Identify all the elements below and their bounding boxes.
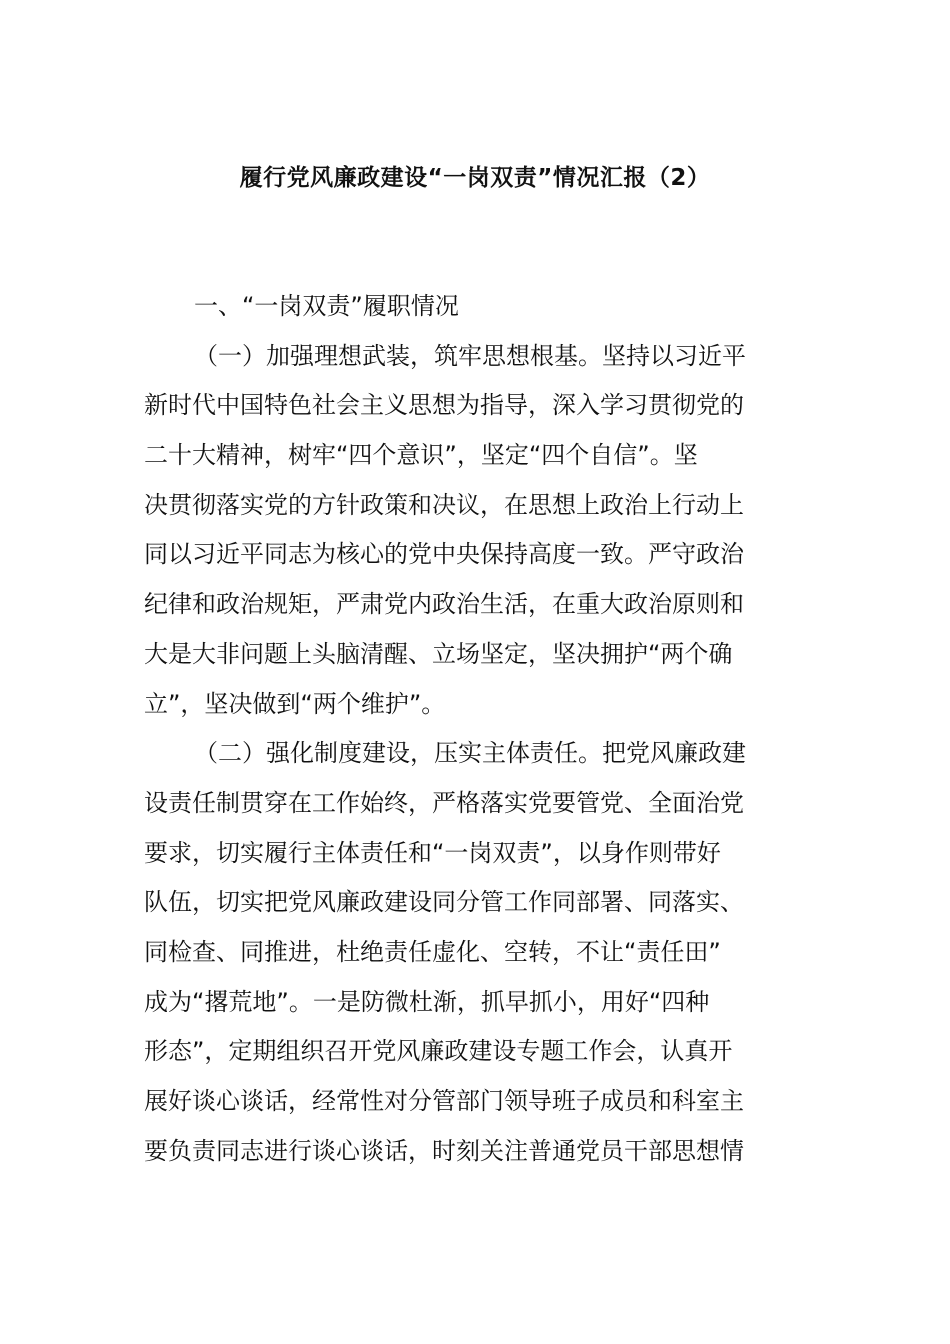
paragraph-line: 纪律和政治规矩，严肃党内政治生活，在重大政治原则和 — [144, 590, 744, 619]
paragraph-line: 二十大精神，树牢“四个意识”，坚定“四个自信”。坚 — [144, 441, 698, 470]
section-heading: 一、“一岗双责”履职情况 — [194, 292, 459, 320]
paragraph-line: 形态”，定期组织召开党风廉政建设专题工作会，认真开 — [144, 1037, 733, 1066]
paragraph-line: （一）加强理想武装，筑牢思想根基。坚持以习近平 — [194, 341, 746, 370]
paragraph-line: 队伍，切实把党风廉政建设同分管工作同部署、同落实、 — [144, 888, 744, 917]
paragraph-line: 设责任制贯穿在工作始终，严格落实党要管党、全面治党 — [144, 788, 744, 817]
document-title: 履行党风廉政建设“一岗双责”情况汇报（2） — [239, 165, 711, 191]
paragraph-line: 展好谈心谈话，经常性对分管部门领导班子成员和科室主 — [144, 1087, 744, 1115]
paragraph-line: 同检查、同推进，杜绝责任虚化、空转，不让“责任田” — [144, 937, 721, 966]
paragraph-line: 要负责同志进行谈心谈话，时刻关注普通党员干部思想情 — [144, 1136, 744, 1165]
paragraph-line: 新时代中国特色社会主义思想为指导，深入学习贯彻党的 — [144, 391, 744, 420]
paragraph-line: 同以习近平同志为核心的党中央保持高度一致。严守政治 — [144, 540, 744, 569]
paragraph-line: 成为“撂荒地”。一是防微杜渐，抓早抓小，用好“四种 — [144, 987, 710, 1016]
paragraph-line: 立”，坚决做到“两个维护”。 — [144, 689, 446, 718]
paragraph-line: （二）强化制度建设，压实主体责任。把党风廉政建 — [194, 739, 746, 768]
paragraph-line: 要求，切实履行主体责任和“一岗双责”，以身作则带好 — [144, 838, 721, 867]
paragraph-line: 大是大非问题上头脑清醒、立场坚定，坚决拥护“两个确 — [144, 639, 733, 668]
paragraph-line: 决贯彻落实党的方针政策和决议，在思想上政治上行动上 — [144, 490, 744, 519]
document-body — [144, 282, 808, 1176]
